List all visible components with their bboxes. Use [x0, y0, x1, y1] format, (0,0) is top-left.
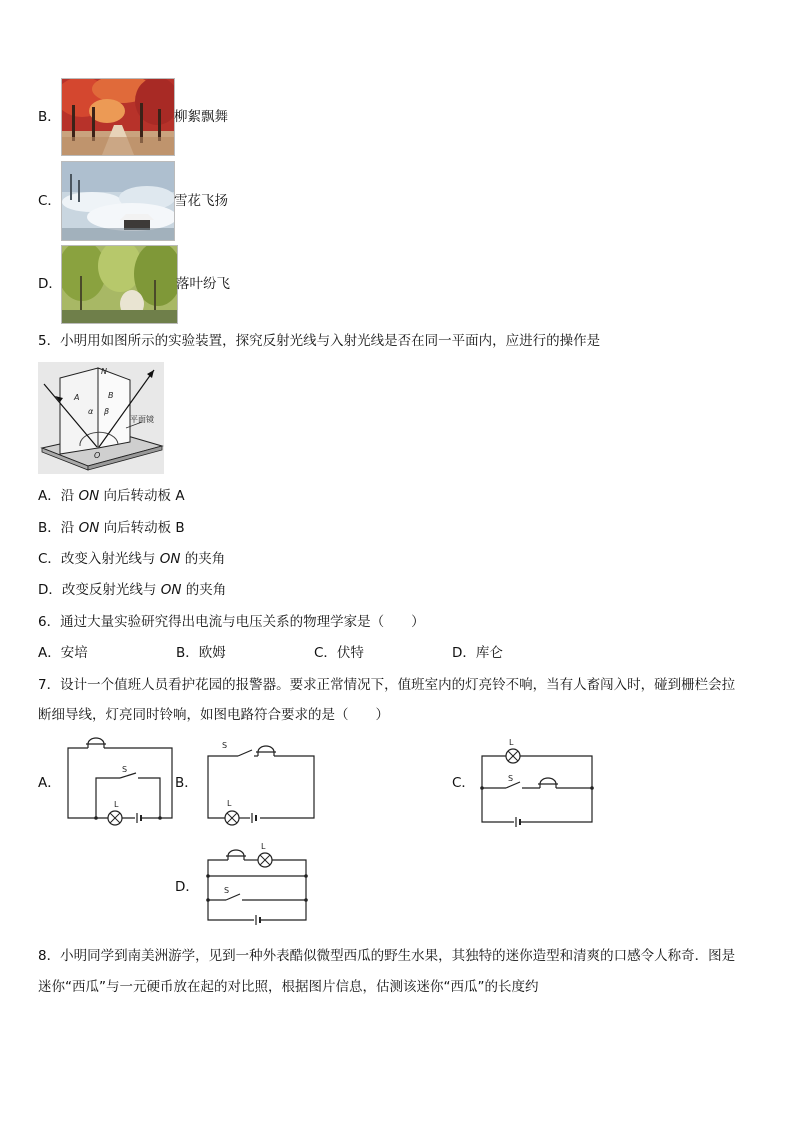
circuit-d-label: D． [175, 879, 199, 895]
q4-option-d-text: 落叶纷飞 [176, 276, 230, 292]
angle-label-alpha: α [88, 407, 94, 416]
snowy-village-photo [61, 161, 175, 241]
normal-label-n: N [101, 367, 107, 376]
switch-label: S [122, 765, 128, 774]
board-label-b: B [108, 391, 114, 400]
q6-option-a: A．安培 [38, 645, 88, 661]
circuit-a-diagram [60, 736, 180, 826]
q6-option-d: D．库仑 [452, 645, 503, 661]
circuit-c-diagram [476, 734, 596, 826]
q6-option-c: C．伏特 [314, 645, 364, 661]
lamp-label: L [261, 842, 266, 851]
q4-option-c-letter: C． [38, 193, 61, 209]
switch-label: S [222, 741, 228, 750]
q5-option-c: C．改变入射光线与 ON 的夹角 [38, 551, 226, 567]
circuit-b-label: B． [175, 775, 198, 791]
q6-option-b: B．欧姆 [176, 645, 226, 661]
green-willows-photo [61, 245, 178, 324]
q5-option-d: D．改变反射光线与 ON 的夹角 [38, 582, 227, 598]
board-label-a: A [74, 393, 80, 402]
q7-stem-line2: 断细导线，灯亮同时铃响，如图电路符合要求的是（ ） [38, 707, 389, 723]
q5-stem: 5．小明用如图所示的实验装置，探究反射光线与入射光线是否在同一平面内，应进行的操作是 [38, 333, 601, 349]
autumn-trees-photo [61, 78, 175, 156]
lamp-label: L [114, 800, 119, 809]
q6-stem: 6．通过大量实验研究得出电流与电压关系的物理学家是（ ） [38, 614, 425, 630]
q8-stem-line1: 8．小明同学到南美洲游学，见到一种外表酷似微型西瓜的野生水果，其独特的迷你造型和清爽的口感令人称奇．图是 [38, 948, 736, 964]
point-label-o: O [94, 451, 101, 460]
q5-option-b: B．沿 ON 向后转动板 B [38, 520, 185, 536]
q4-option-b-letter: B． [38, 109, 61, 125]
reflection-experiment-figure [38, 362, 164, 474]
q4-option-d-letter: D． [38, 276, 62, 292]
circuit-b-diagram [198, 736, 318, 828]
circuit-c-label: C． [452, 775, 475, 791]
q8-stem-line2: 迷你“西瓜”与一元硬币放在起的对比照，根据图片信息，估测该迷你“西瓜”的长度约 [38, 979, 539, 995]
q5-option-a: A．沿 ON 向后转动板 A [38, 488, 185, 504]
lamp-label: L [509, 738, 514, 747]
switch-label: S [508, 774, 514, 783]
q4-option-c-text: 雪花飞扬 [174, 193, 228, 209]
angle-label-beta: β [104, 407, 110, 416]
q7-stem-line1: 7．设计一个值班人员看护花园的报警器。要求正常情况下，值班室内的灯亮铃不响，当有人畜闯入时，碰到栅栏会拉 [38, 677, 736, 693]
switch-label: S [224, 886, 230, 895]
mirror-label: 平面镜 [130, 415, 154, 424]
lamp-label: L [227, 799, 232, 808]
q4-option-b-text: 柳絮飘舞 [174, 109, 228, 125]
circuit-d-diagram [202, 838, 317, 924]
circuit-a-label: A． [38, 775, 61, 791]
